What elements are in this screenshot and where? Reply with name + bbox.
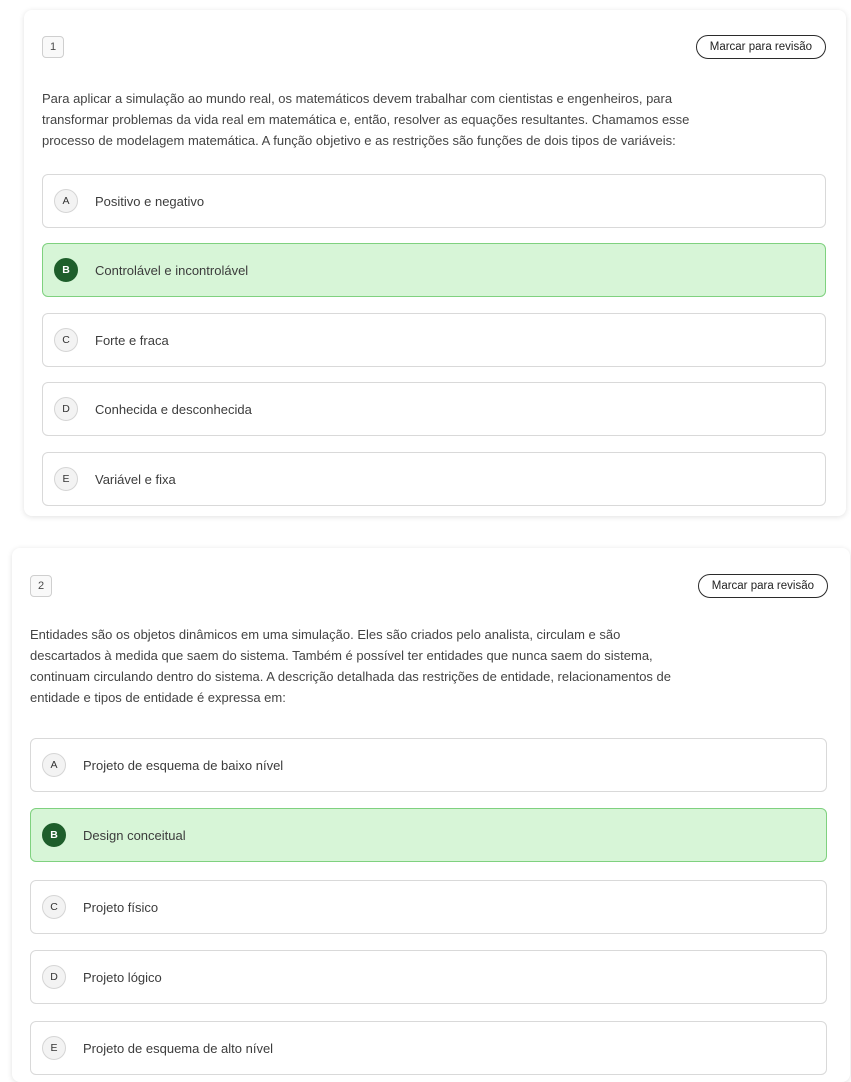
option-letter: E [54, 467, 78, 491]
option-letter: D [42, 965, 66, 989]
option-e[interactable] [30, 1021, 827, 1075]
option-text: Controlável e incontrolável [95, 262, 249, 278]
option-c[interactable] [30, 880, 827, 934]
option-text: Positivo e negativo [95, 193, 205, 209]
option-a[interactable] [42, 174, 826, 228]
option-letter: B [54, 258, 78, 282]
option-letter: C [54, 328, 78, 352]
mark-for-review-button[interactable]: Marcar para revisão [698, 574, 828, 598]
question-number: 1 [42, 36, 64, 58]
question-card-2 [12, 548, 850, 1082]
option-letter: D [54, 397, 78, 421]
question-text-line: descartados à medida que saem do sistema. Também é possível ter entidades que nunca saem do sistema, [30, 648, 653, 663]
question-text-line: Para aplicar a simulação ao mundo real, os matemáticos devem trabalhar com cientistas e engenheiros, para [42, 91, 673, 106]
question-text-line: continuam circulando dentro do sistema. A descrição detalhada das restrições de entidade, relacionamentos de [30, 669, 671, 684]
option-text: Design conceitual [83, 827, 186, 843]
option-d[interactable] [42, 382, 826, 436]
option-b[interactable] [42, 243, 826, 297]
option-c[interactable] [42, 313, 826, 367]
option-e[interactable] [42, 452, 826, 506]
question-text-line: transformar problemas da vida real em matemática e, então, resolver as equações resultantes. Chamamos esse [42, 112, 690, 127]
option-text: Variável e fixa [95, 471, 176, 487]
option-letter: C [42, 895, 66, 919]
option-text: Projeto físico [83, 899, 159, 915]
option-d[interactable] [30, 950, 827, 1004]
option-letter: A [54, 189, 78, 213]
card-separator [0, 516, 851, 548]
option-letter: B [42, 823, 66, 847]
option-letter: A [42, 753, 66, 777]
option-letter: E [42, 1036, 66, 1060]
mark-for-review-button[interactable]: Marcar para revisão [696, 35, 826, 59]
option-text: Projeto de esquema de alto nível [83, 1040, 274, 1056]
option-a[interactable] [30, 738, 827, 792]
question-text [42, 88, 838, 151]
question-text [30, 624, 842, 708]
option-b[interactable] [30, 808, 827, 862]
option-text: Projeto lógico [83, 969, 162, 985]
question-text-line: entidade e tipos de entidade é expressa em: [30, 690, 286, 705]
question-card-1 [24, 10, 846, 516]
question-text-line: Entidades são os objetos dinâmicos em uma simulação. Eles são criados pelo analista, circulam e são [30, 627, 621, 642]
question-number: 2 [30, 575, 52, 597]
question-text-line: processo de modelagem matemática. A função objetivo e as restrições são funções de dois tipos de variáveis: [42, 133, 676, 148]
option-text: Projeto de esquema de baixo nível [83, 757, 284, 773]
option-text: Conhecida e desconhecida [95, 401, 252, 417]
option-text: Forte e fraca [95, 332, 169, 348]
